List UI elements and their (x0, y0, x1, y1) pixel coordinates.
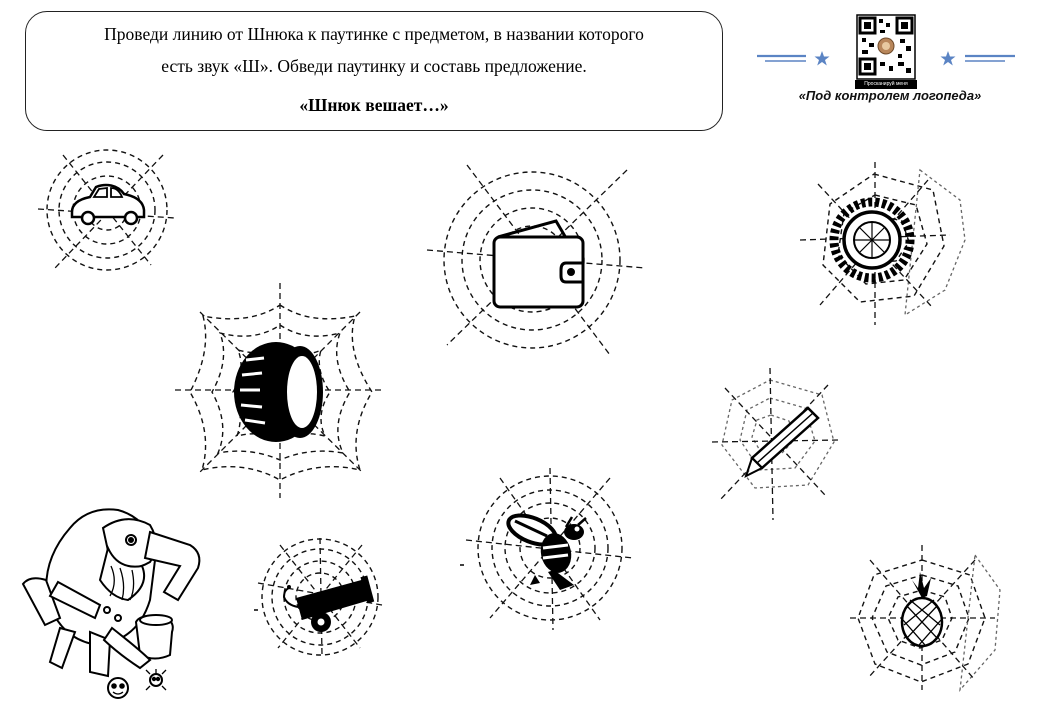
pineapple-icon (902, 572, 942, 646)
web-car[interactable] (38, 150, 175, 270)
web-pineapple[interactable] (850, 545, 1000, 690)
wallet-icon (494, 221, 583, 307)
web-cannon[interactable] (254, 538, 382, 655)
instruction-line-1: Проведи линию от Шнюка к паутинке с предметом, в названии которого (104, 24, 644, 44)
tire-icon (234, 342, 323, 442)
star-icon (941, 51, 956, 66)
web-sun[interactable] (800, 162, 965, 325)
instruction-sentence-start: «Шнюк вешает…» (299, 95, 449, 115)
qr-code-icon (857, 15, 915, 79)
web-wallet[interactable] (427, 165, 645, 355)
web-pencil[interactable] (712, 368, 840, 520)
shnyuk-character[interactable] (23, 509, 199, 698)
qr-caption: Просканируй меня (855, 80, 917, 89)
logo-decoration (757, 15, 1015, 79)
star-icon (815, 51, 830, 66)
car-icon (72, 185, 144, 224)
web-bee[interactable] (460, 468, 633, 630)
brand-title: «Под контролем логопеда» (798, 88, 982, 103)
web-tire[interactable] (175, 283, 385, 498)
pencil-icon (746, 408, 818, 476)
instruction-line-2: есть звук «Ш». Обведи паутинку и составь предложение. (161, 56, 587, 76)
